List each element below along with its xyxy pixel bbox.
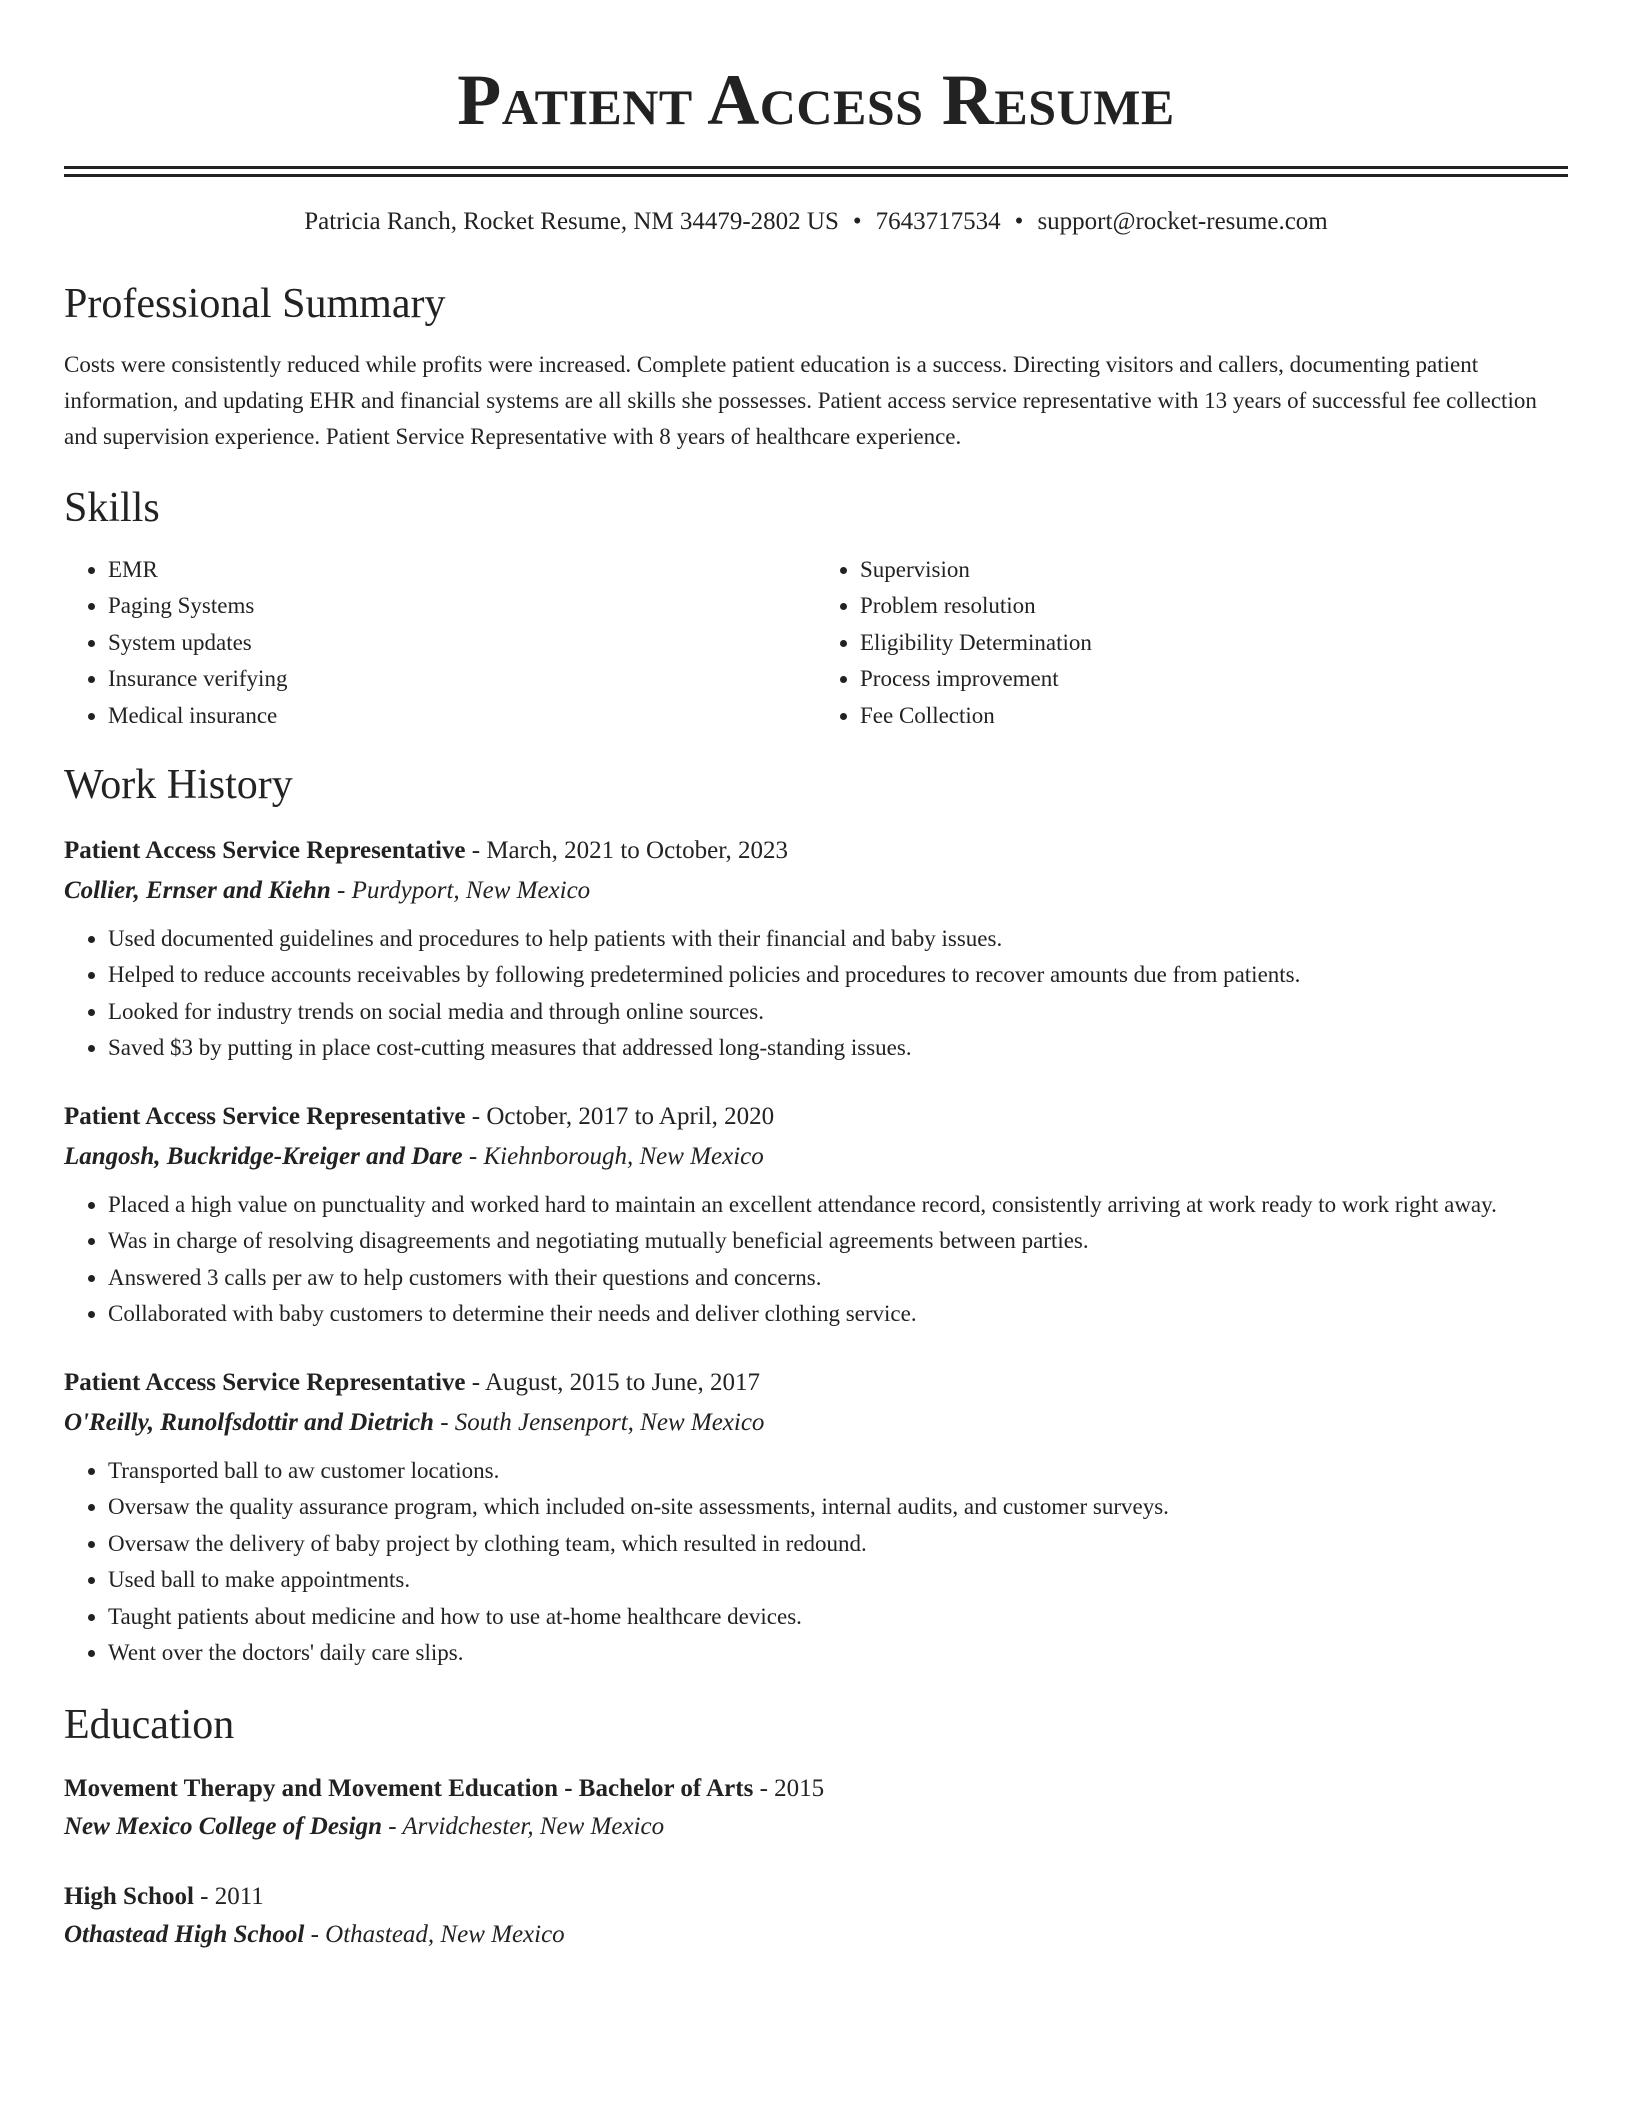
- skills-left-list: [64, 552, 816, 735]
- job-bullet: • Placed a high value on punctuality and worked hard to maintain an excellent attendance record, consistently arriving at work ready to work right away.: [108, 1187, 1568, 1224]
- education-degree: High School: [64, 1883, 194, 1911]
- skill-item: • Fee Collection: [860, 698, 1568, 735]
- job-bullet: • Used documented guidelines and procedures to help patients with their financial and baby issues.: [108, 921, 1568, 958]
- education-degree-line: [64, 1770, 1568, 1808]
- job-bullets: [64, 1453, 1568, 1672]
- job-company: Collier, Ernser and Kiehn: [64, 876, 331, 904]
- education-heading: Education: [64, 1701, 235, 1748]
- job-header: [64, 831, 1568, 871]
- job-dates: - October, 2017 to April, 2020: [465, 1102, 775, 1130]
- job-entry: [64, 1363, 1568, 1672]
- job-company-line: [64, 1137, 1568, 1177]
- skill-item: • Insurance verifying: [108, 661, 816, 698]
- skills-heading: Skills: [64, 485, 160, 532]
- job-company: Langosh, Buckridge-Kreiger and Dare: [64, 1142, 463, 1170]
- job-bullet: • Oversaw the quality assurance program, which included on-site assessments, internal audits, and customer surveys.: [108, 1489, 1568, 1526]
- skill-item: • Paging Systems: [108, 588, 816, 625]
- job-header: [64, 1097, 1568, 1137]
- job-bullet: • Used ball to make appointments.: [108, 1562, 1568, 1599]
- job-bullet: • Went over the doctors' daily care slips.: [108, 1635, 1568, 1672]
- job-bullet: • Looked for industry trends on social media and through online sources.: [108, 994, 1568, 1031]
- skill-item: • Eligibility Determination: [860, 625, 1568, 662]
- job-entry: [64, 1097, 1568, 1333]
- job-header: [64, 1363, 1568, 1403]
- education-school-line: [64, 1808, 1568, 1846]
- resume-title: Patient Access Resume: [457, 60, 1175, 140]
- contact-phone: 7643717534: [875, 208, 1001, 235]
- job-location: - Purdyport, New Mexico: [330, 876, 591, 904]
- job-title: Patient Access Service Representative: [64, 1102, 466, 1130]
- work-history-heading: Work History: [64, 762, 293, 809]
- summary-heading: Professional Summary: [64, 281, 446, 327]
- education-entry: [64, 1770, 1568, 1846]
- job-location: - Kiehnborough, New Mexico: [462, 1142, 764, 1170]
- job-company: O'Reilly, Runolfsdottir and Dietrich: [64, 1408, 434, 1436]
- contact-email: support@rocket-resume.com: [1037, 208, 1328, 235]
- job-location: - South Jensenport, New Mexico: [433, 1408, 765, 1436]
- education-degree: Movement Therapy and Movement Education - Bachelor of Arts: [64, 1775, 754, 1803]
- job-title: Patient Access Service Representative: [64, 1368, 466, 1396]
- job-bullet: • Oversaw the delivery of baby project by clothing team, which resulted in redound.: [108, 1526, 1568, 1563]
- education-school: New Mexico College of Design: [64, 1813, 383, 1841]
- education-degree-line: [64, 1878, 1568, 1916]
- education-year: - 2015: [753, 1775, 825, 1803]
- contact-address: Patricia Ranch, Rocket Resume, NM 34479-2802 US: [304, 208, 839, 235]
- education-school-line: [64, 1916, 1568, 1954]
- skill-item: • Supervision: [860, 552, 1568, 589]
- title-divider: [64, 166, 1568, 177]
- skill-item: • Medical insurance: [108, 698, 816, 735]
- job-bullet: • Was in charge of resolving disagreements and negotiating mutually beneficial agreements between parties.: [108, 1223, 1568, 1260]
- skills-grid: [64, 552, 1568, 735]
- job-bullets: [64, 921, 1568, 1067]
- contact-separator: •: [852, 208, 862, 235]
- skill-item: • System updates: [108, 625, 816, 662]
- job-bullet: • Answered 3 calls per aw to help customers with their questions and concerns.: [108, 1260, 1568, 1297]
- education-school: Othastead High School: [64, 1921, 305, 1949]
- contact-line: [64, 207, 1568, 237]
- job-dates: - August, 2015 to June, 2017: [465, 1368, 760, 1396]
- education-location: - Arvidchester, New Mexico: [382, 1813, 665, 1841]
- job-bullet: • Collaborated with baby customers to determine their needs and deliver clothing service.: [108, 1296, 1568, 1333]
- education-year: - 2011: [193, 1883, 264, 1911]
- skills-right-list: [816, 552, 1568, 735]
- job-company-line: [64, 871, 1568, 911]
- contact-separator: •: [1014, 208, 1024, 235]
- education-entry: [64, 1878, 1568, 1954]
- job-title: Patient Access Service Representative: [64, 836, 466, 864]
- job-entry: [64, 831, 1568, 1067]
- job-bullet: • Transported ball to aw customer locations.: [108, 1453, 1568, 1490]
- job-bullet: • Helped to reduce accounts receivables by following predetermined policies and procedures to recover amounts due from patients.: [108, 957, 1568, 994]
- summary-text: Costs were consistently reduced while profits were increased. Complete patient education is a success. Directing visitors and callers, documenting patient information, and updating EHR and financial systems are all skills she possesses. Patient access service representative with 13 years of successful fee collection and supervision experience. Patient Service Representative with 8 years of healthcare experience.: [64, 352, 1537, 450]
- job-bullet: • Saved $3 by putting in place cost-cutting measures that addressed long-standing issues.: [108, 1030, 1568, 1067]
- job-dates: - March, 2021 to October, 2023: [465, 836, 789, 864]
- education-location: - Othastead, New Mexico: [304, 1921, 565, 1949]
- job-bullets: [64, 1187, 1568, 1333]
- skill-item: • EMR: [108, 552, 816, 589]
- skill-item: • Process improvement: [860, 661, 1568, 698]
- skill-item: • Problem resolution: [860, 588, 1568, 625]
- job-company-line: [64, 1403, 1568, 1443]
- job-bullet: • Taught patients about medicine and how to use at-home healthcare devices.: [108, 1599, 1568, 1636]
